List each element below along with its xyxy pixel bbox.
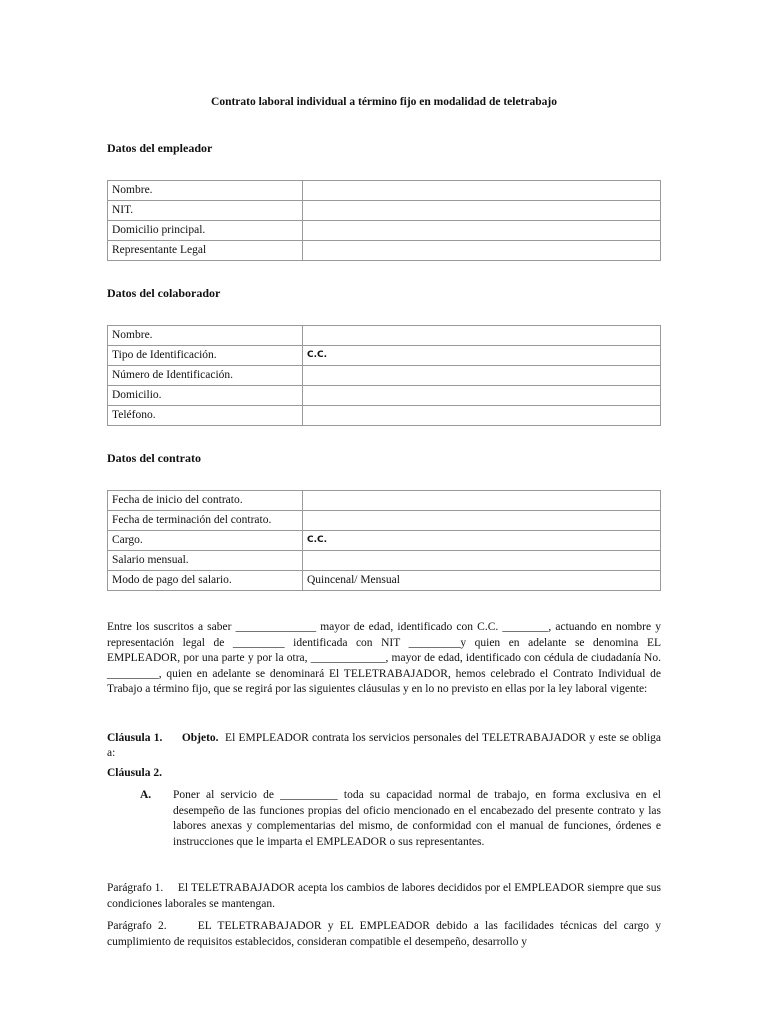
item-a-label: A. [140, 789, 152, 801]
table-cell-value [303, 511, 661, 531]
table-cell-value [303, 366, 661, 386]
table-cell-value [303, 201, 661, 221]
table-cell-value [303, 181, 661, 201]
clausula-1-label: Cláusula 1. [107, 732, 163, 744]
document-title: Contrato laboral individual a término fijo en modalidad de teletrabajo [211, 96, 557, 108]
table-cell-label: NIT. [108, 201, 303, 221]
colaborador-table [107, 325, 661, 426]
contrato-table [107, 490, 661, 591]
table-cell-label: Tipo de Identificación. [108, 346, 303, 366]
table-row [108, 491, 661, 511]
table-cell-value [303, 491, 661, 511]
clausula-1 [107, 731, 661, 761]
table-cell-label: Domicilio principal. [108, 221, 303, 241]
table-row [108, 326, 661, 346]
clausula-2 [107, 766, 661, 781]
paragrafo-1: Parágrafo 1. El TELETRABAJADOR acepta los cambios de labores decididos por el EMPLEADOR siempre que sus condiciones laborales se mantengan. [107, 882, 664, 910]
table-row [108, 406, 661, 426]
section-heading-contrato: Datos del contrato [107, 451, 201, 465]
table-row [108, 221, 661, 241]
table-cell-value [303, 221, 661, 241]
section-heading-colaborador: Datos del colaborador [107, 286, 221, 300]
clausula-1-text: El EMPLEADOR contrata los servicios personales del TELETRABAJADOR y este se obliga a: [107, 732, 662, 759]
paragrafo-2: Parágrafo 2. EL TELETRABAJADOR y EL EMPLEADOR debido a las facilidades técnicas del cargo y cumplimiento de requisitos establecidos, consideran compatible el desempeño, desarrollo y [107, 920, 664, 948]
table-cell-label: Fecha de inicio del contrato. [108, 491, 303, 511]
intro-paragraph: Entre los suscritos a saber ______________ mayor de edad, identificado con C.C. ________, actuando en nombre y representación legal de _________ identificada con NIT _________y quien en adelante se denomina EL EMPLEADOR, por una parte y por la otra, _____________, mayor de edad, identificado con cédula de ciudadanía No. _________, quien en adelante se denominará El TELETRABAJADOR, hemos celebrado el Contrato Individual de Trabajo a término fijo, que se regirá por las siguientes cláusulas y en lo no previsto en ellas por la ley laboral vigente: [107, 621, 661, 695]
table-cell-label: Fecha de terminación del contrato. [108, 511, 303, 531]
table-cell-label: Teléfono. [108, 406, 303, 426]
clausula-2-label: Cláusula 2. [107, 767, 162, 779]
table-row [108, 531, 661, 551]
table-cell-label: Modo de pago del salario. [108, 571, 303, 591]
section-heading-empleador: Datos del empleador [107, 141, 213, 155]
table-cell-value [303, 406, 661, 426]
empleador-table [107, 180, 661, 261]
table-cell-value [303, 241, 661, 261]
item-a-text: Poner al servicio de __________ toda su capacidad normal de trabajo, en forma exclusiva en el desempeño de las funciones propias del oficio mencionado en el encabezado del presente contrato y las labores anexas y complementarias del mismo, de conformidad con el manual de funciones, órdenes e instrucciones que le imparta el EMPLEADOR o sus representantes. [173, 789, 661, 848]
table-row [108, 571, 661, 591]
table-cell-value [303, 386, 661, 406]
table-cell-value: Quincenal/ Mensual [303, 571, 661, 591]
table-cell-label: Nombre. [108, 326, 303, 346]
table-row [108, 201, 661, 221]
table-row [108, 386, 661, 406]
table-row [108, 346, 661, 366]
table-row [108, 511, 661, 531]
table-row [108, 366, 661, 386]
table-cell-label: Domicilio. [108, 386, 303, 406]
table-row [108, 551, 661, 571]
table-cell-label: Nombre. [108, 181, 303, 201]
table-cell-value: C.C. [303, 346, 661, 366]
table-row [108, 241, 661, 261]
clausula-1-title: Objeto. [181, 732, 219, 744]
table-cell-value [303, 551, 661, 571]
table-cell-value: C.C. [303, 531, 661, 551]
table-row [108, 181, 661, 201]
table-cell-label: Salario mensual. [108, 551, 303, 571]
table-cell-label: Representante Legal [108, 241, 303, 261]
table-cell-value [303, 326, 661, 346]
table-cell-label: Cargo. [108, 531, 303, 551]
table-cell-label: Número de Identificación. [108, 366, 303, 386]
